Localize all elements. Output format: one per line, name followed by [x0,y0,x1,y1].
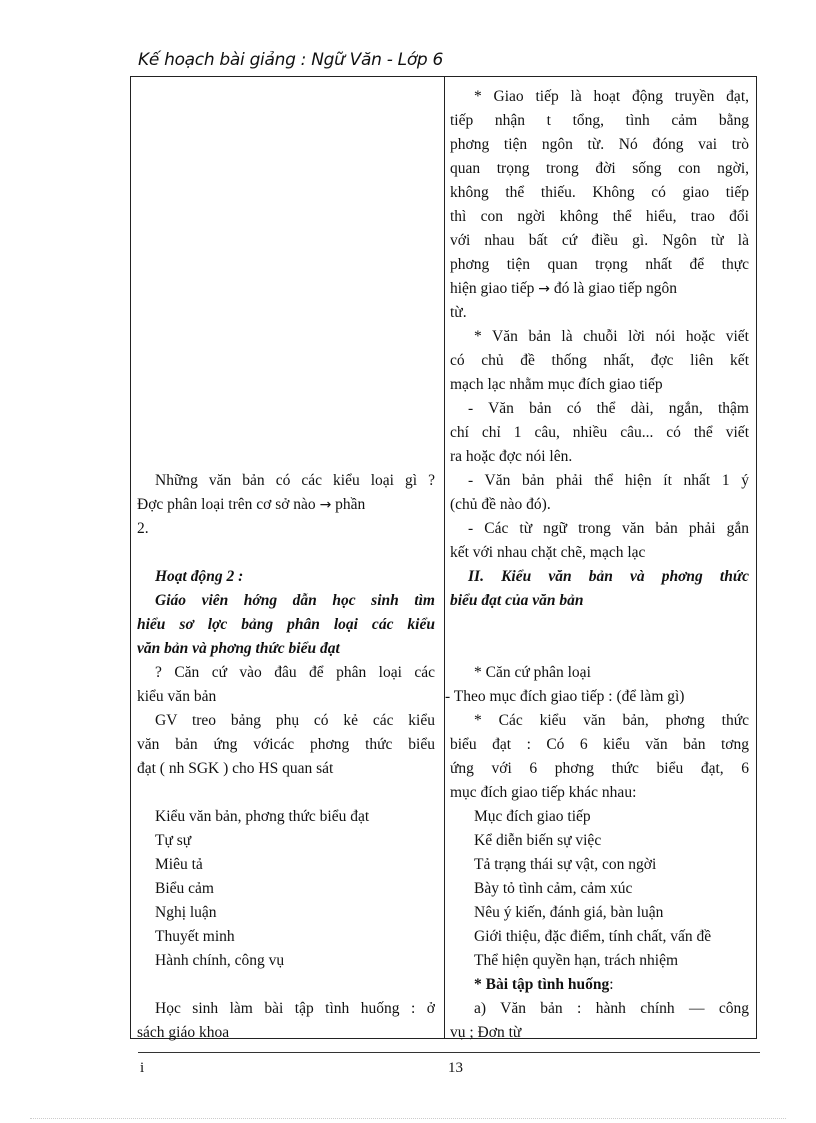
arrow-icon: → [319,497,332,513]
right-line-part: đó là giao tiếp ngôn [553,280,677,297]
type-item: Tự sự [155,832,192,849]
lesson-table [130,76,757,1039]
section-heading: II. Kiểu văn bản và phơng thức [468,568,749,585]
right-line: thì con ngời không thể hiểu, trao đổi [450,208,749,225]
right-line: a) Văn bản : hành chính — công [474,1000,749,1017]
left-line [137,493,435,517]
activity-line: hiểu sơ lợc bảng phân loại các kiểu [137,616,435,633]
activity-heading: Hoạt động 2 : [155,568,244,585]
left-line: đạt ( nh SGK ) cho HS quan sát [137,760,334,777]
right-line: mục đích giao tiếp khác nhau: [450,784,637,801]
left-line: ? Căn cứ vào đâu để phân loại các [155,664,435,681]
purpose-item: Thể hiện quyền hạn, trách nhiệm [474,952,679,969]
right-line: từ. [450,304,467,321]
right-line: quan trọng trong đời sống con ngời, [450,160,749,177]
exercise-heading-colon: : [609,976,614,993]
page-edge [30,1118,786,1119]
type-item: Hành chính, công vụ [155,952,285,969]
left-line: văn bản ứng vớicác phơng thức biểu [137,736,435,753]
left-line: Những văn bản có các kiểu loại gì ? [155,472,435,489]
right-line: phơng tiện quan trọng nhất để thực [450,256,749,273]
right-line: * Văn bản là chuỗi lời nói hoặc viết [474,328,749,345]
right-line: tiếp nhận t tổng, tình cảm bằng [450,112,749,129]
header-title: Kế hoạch bài giảng : Ngữ Văn - Lớp 6 [138,50,444,70]
section-heading: biểu đạt của văn bản [450,592,584,609]
activity-line: Giáo viên hớng dẫn học sinh tìm [155,592,435,609]
right-line: - Các từ ngữ trong văn bản phải gắn [468,520,749,537]
left-line-part: Đợc phân loại trên cơ sở nào [137,496,316,513]
type-item: Biểu cảm [155,880,214,897]
purpose-item: Kể diễn biến sự việc [474,832,602,849]
left-line: kiểu văn bản [137,688,217,705]
exercise-heading [450,973,773,997]
right-line [450,277,749,301]
left-line: GV treo bảng phụ có kẻ các kiểu [155,712,435,729]
right-line: với nhau bất cứ điều gì. Ngôn từ là [450,232,749,249]
right-line-part: hiện giao tiếp [450,280,535,297]
type-item: Thuyết minh [155,928,235,945]
right-line: không thể thiếu. Không có giao tiếp [450,184,749,201]
right-line: * Căn cứ phân loại [474,664,591,681]
right-line: vụ ; Đơn từ [450,1024,522,1041]
type-item: Nghị luận [155,904,217,921]
left-line-part: phần [335,496,366,513]
right-line: * Giao tiếp là hoạt động truyền đạt, [474,88,749,105]
left-line: sách giáo khoa [137,1024,230,1041]
footer-rule [138,1052,760,1053]
exercise-heading-text: * Bài tập tình huống [474,976,610,993]
purpose-item: Giới thiệu, đặc điểm, tính chất, vấn đề [474,928,712,945]
purpose-item: Tả trạng thái sự vật, con ngời [474,856,657,873]
right-line: biểu đạt : Có 6 kiểu văn bản tơng [450,736,749,753]
footer-mark: i [140,1060,145,1076]
right-line: chí chỉ 1 câu, nhiều câu... có thể viết [450,424,749,441]
left-line: Học sinh làm bài tập tình huống : ở [155,1000,435,1017]
purpose-item: Nêu ý kiến, đánh giá, bàn luận [474,904,664,921]
purpose-header: Mục đích giao tiếp [474,808,591,825]
right-line: - Văn bản phải thể hiện ít nhất 1 ý [468,472,749,489]
type-header: Kiểu văn bản, phơng thức biểu đạt [155,808,370,825]
right-line: - Văn bản có thể dài, ngắn, thậm [468,400,749,417]
right-line: có chủ đề thống nhất, đợc liên kết [450,352,749,369]
right-line: * Các kiểu văn bản, phơng thức [474,712,749,729]
right-line: ứng với 6 phơng thức biểu đạt, 6 [450,760,749,777]
right-line: ra hoặc đợc nói lên. [450,448,573,465]
arrow-icon: → [538,281,550,297]
page-number: 13 [448,1060,463,1076]
left-line: 2. [137,520,149,537]
type-item: Miêu tả [155,856,203,873]
purpose-item: Bày tỏ tình cảm, cảm xúc [474,880,633,897]
right-line: phơng tiện ngôn từ. Nó đóng vai trò [450,136,749,153]
right-line: kết với nhau chặt chẽ, mạch lạc [450,544,646,561]
right-line: (chủ đề nào đó). [450,496,551,513]
right-line: mạch lạc nhằm mục đích giao tiếp [450,376,663,393]
activity-line: văn bản và phơng thức biểu đạt [137,640,340,657]
right-line: - Theo mục đích giao tiếp : (để làm gì) [445,688,685,705]
